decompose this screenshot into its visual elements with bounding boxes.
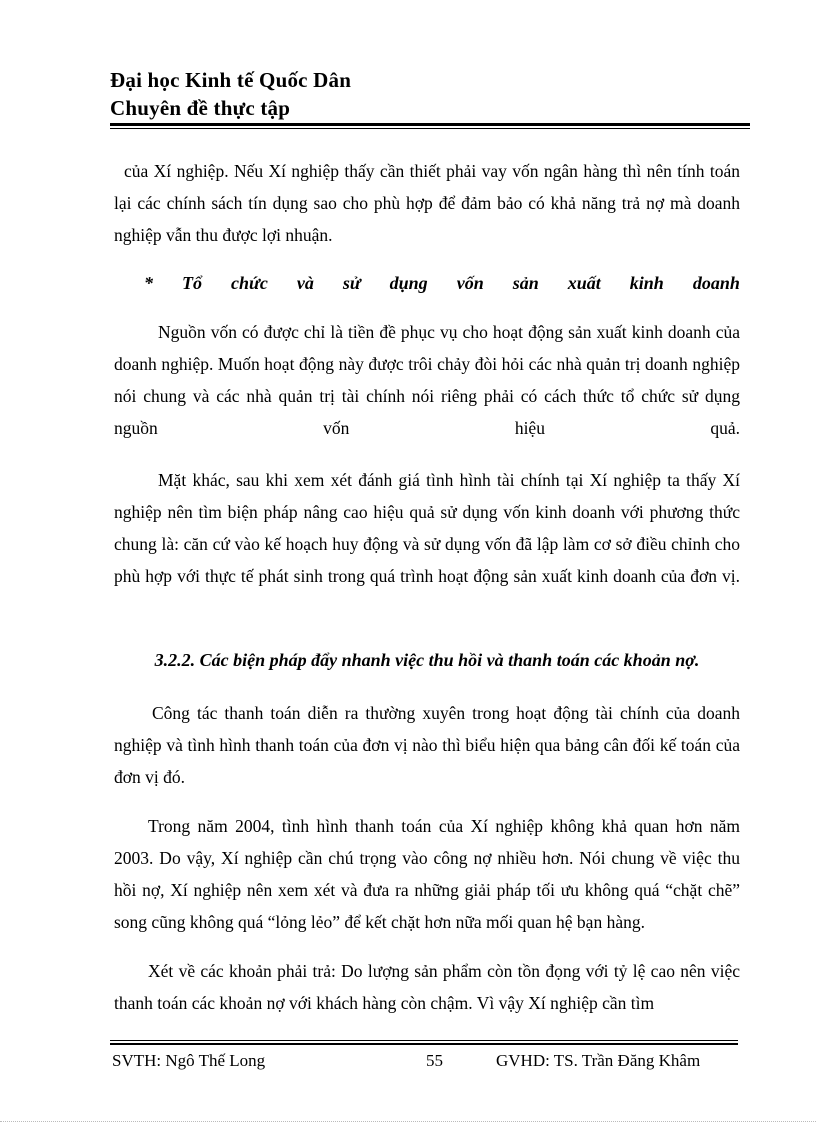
heading-word: sản: [512, 273, 539, 293]
subheading-capital-use: [144, 273, 740, 294]
paragraph-6: Xét về các khoản phải trả: Do lượng sản phẩm còn tồn đọng với tỷ lệ cao nên việc thanh toán các khoản nợ với khách hàng còn chậm. Vì vậy Xí nghiệp cần tìm: [114, 961, 740, 1013]
paragraph-5: Trong năm 2004, tình hình thanh toán của Xí nghiệp không khả quan hơn năm 2003. Do vậy, Xí nghiệp cần chú trọng vào công nợ nhiều hơn. Nói chung về việc thu hồi nợ, Xí nghiệp nên xem xét và đưa ra những giải pháp tối ưu không quá “chặt chẽ” song cũng không quá “lỏng lẻo” để kết chặt hơn nữa mối quan hệ bạn hàng.: [114, 816, 740, 932]
heading-word: kinh: [629, 273, 664, 293]
footer-divider: [110, 1040, 738, 1045]
heading-word: dụng: [389, 273, 428, 293]
heading-word: doanh: [692, 273, 740, 293]
header-divider: [110, 123, 750, 129]
heading-word: vốn: [456, 273, 484, 293]
header-university: Đại học Kinh tế Quốc Dân: [110, 68, 352, 92]
header-document-type: Chuyên đề thực tập: [110, 96, 291, 120]
heading-word: *: [144, 273, 153, 293]
heading-word: sử: [342, 273, 361, 293]
footer-student: SVTH: Ngô Thế Long: [112, 1051, 266, 1070]
heading-word: chức: [231, 273, 268, 293]
paragraph-4: Công tác thanh toán diễn ra thường xuyên trong hoạt động tài chính của doanh nghiệp và tình hình thanh toán của đơn vị nào thì biểu hiện qua bảng cân đối kế toán của đơn vị đó.: [114, 703, 740, 787]
heading-word: và: [296, 273, 314, 293]
page-header: [110, 66, 750, 122]
footer-advisor: GVHD: TS. Trần Đăng Khâm: [496, 1051, 701, 1070]
paragraph-1: của Xí nghiệp. Nếu Xí nghiệp thấy cần thiết phải vay vốn ngân hàng thì nên tính toán lại các chính sách tín dụng sao cho phù hợp để đảm bảo có khả năng trả nợ mà doanh nghiệp vẫn thu được lợi nhuận.: [114, 161, 740, 245]
section-title: 3.2.2. Các biện pháp đẩy nhanh việc thu hồi và thanh toán các khoản nợ.: [154, 650, 700, 670]
paragraph-3: Mặt khác, sau khi xem xét đánh giá tình hình tài chính tại Xí nghiệp ta thấy Xí nghiệp nên tìm biện pháp nâng cao hiệu quả sử dụng vốn kinh doanh với phương thức chung là: căn cứ vào kế hoạch huy động và sử dụng vốn đã lập làm cơ sở điều chỉnh cho phù hợp với thực tế phát sinh trong quá trình hoạt động sản xuất kinh doanh của đơn vị.: [114, 470, 740, 586]
heading-word: Tổ: [182, 273, 203, 293]
heading-word: xuất: [567, 273, 601, 293]
page-bottom-edge: [0, 1121, 816, 1122]
page-number: 55: [426, 1051, 443, 1070]
paragraph-2: Nguồn vốn có được chỉ là tiền đề phục vụ cho hoạt động sản xuất kinh doanh của doanh nghiệp. Muốn hoạt động này được trôi chảy đòi hỏi các nhà quản trị doanh nghiệp nói chung và các nhà quản trị tài chính nói riêng phải có cách thức tổ chức sử dụng nguồn vốn hiệu quả.: [114, 322, 740, 438]
